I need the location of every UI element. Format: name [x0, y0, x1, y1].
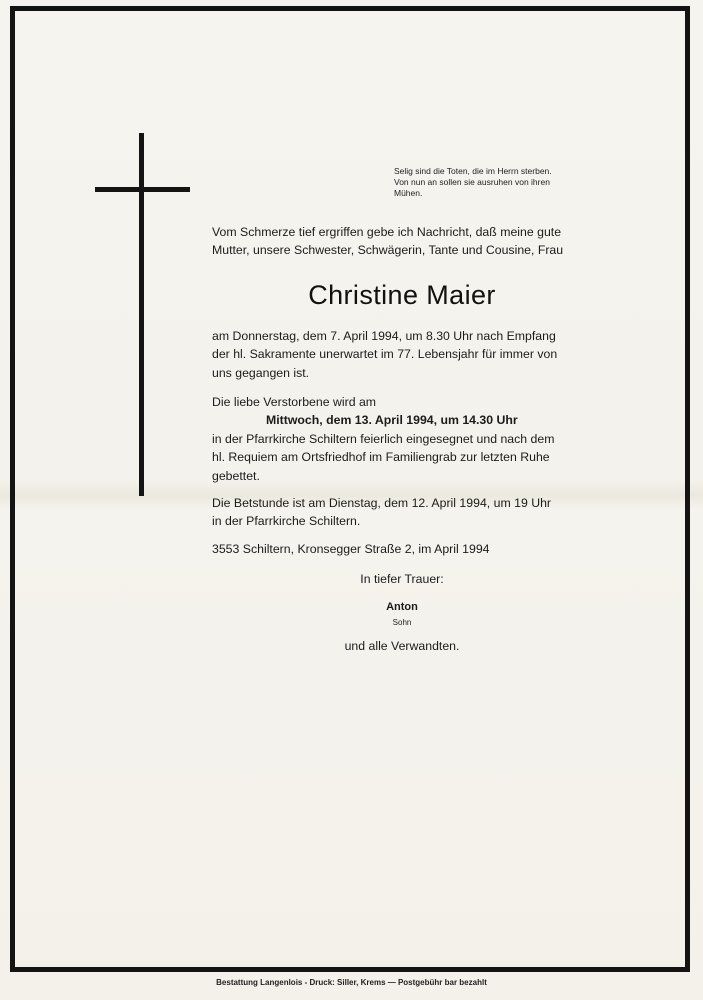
funeral-intro: Die liebe Verstorbene wird am	[212, 395, 377, 409]
black-border-frame	[10, 6, 690, 972]
funeral-notice	[212, 393, 592, 485]
bible-verse-line: Mühen.	[394, 188, 423, 198]
funeral-line: in der Pfarrkirche Schiltern feierlich eingesegnet und nach dem	[212, 431, 555, 446]
printer-footer: Bestattung Langenlois - Druck: Siller, Krems — Postgebühr bar bezahlt	[216, 978, 487, 987]
mourning-heading: In tiefer Trauer:	[360, 572, 444, 586]
mourner-name: Anton	[386, 601, 418, 613]
announcement-intro	[212, 223, 592, 260]
death-line: uns gegangen ist.	[212, 365, 310, 380]
intro-line: Mutter, unsere Schwester, Schwägerin, Tante und Cousine, Frau	[212, 243, 564, 258]
cross-horizontal-bar	[95, 187, 190, 192]
prayer-line: Die Betstunde ist am Dienstag, dem 12. April 1994, um 19 Uhr	[212, 496, 552, 510]
prayer-notice	[212, 494, 592, 531]
death-notice	[212, 327, 592, 382]
address-line	[212, 540, 592, 558]
mourning-closing: und alle Verwandten.	[344, 639, 460, 653]
funeral-datetime: Mittwoch, dem 13. April 1994, um 14.30 Uhr	[266, 413, 518, 428]
intro-line: Vom Schmerze tief ergriffen gebe ich Nachricht, daß meine gute	[212, 225, 562, 239]
bible-verse-line: Selig sind die Toten, die im Herrn sterben.	[394, 166, 552, 176]
deceased-name: Christine Maier	[308, 280, 496, 310]
address-text: 3553 Schiltern, Kronsegger Straße 2, im April 1994	[212, 542, 490, 556]
mourner-relation: Sohn	[392, 618, 412, 627]
death-line: der hl. Sakramente unerwartet im 77. Lebensjahr für immer von	[212, 347, 558, 362]
funeral-line: hl. Requiem am Ortsfriedhof im Familiengrab zur letzten Ruhe	[212, 450, 550, 465]
bible-verse-line: Von nun an sollen sie ausruhen von ihren	[394, 177, 550, 187]
prayer-line: in der Pfarrkirche Schiltern.	[212, 514, 361, 529]
death-line: am Donnerstag, dem 7. April 1994, um 8.30 Uhr nach Empfang	[212, 329, 556, 343]
funeral-line: gebettet.	[212, 468, 260, 483]
bible-verse	[394, 166, 594, 199]
